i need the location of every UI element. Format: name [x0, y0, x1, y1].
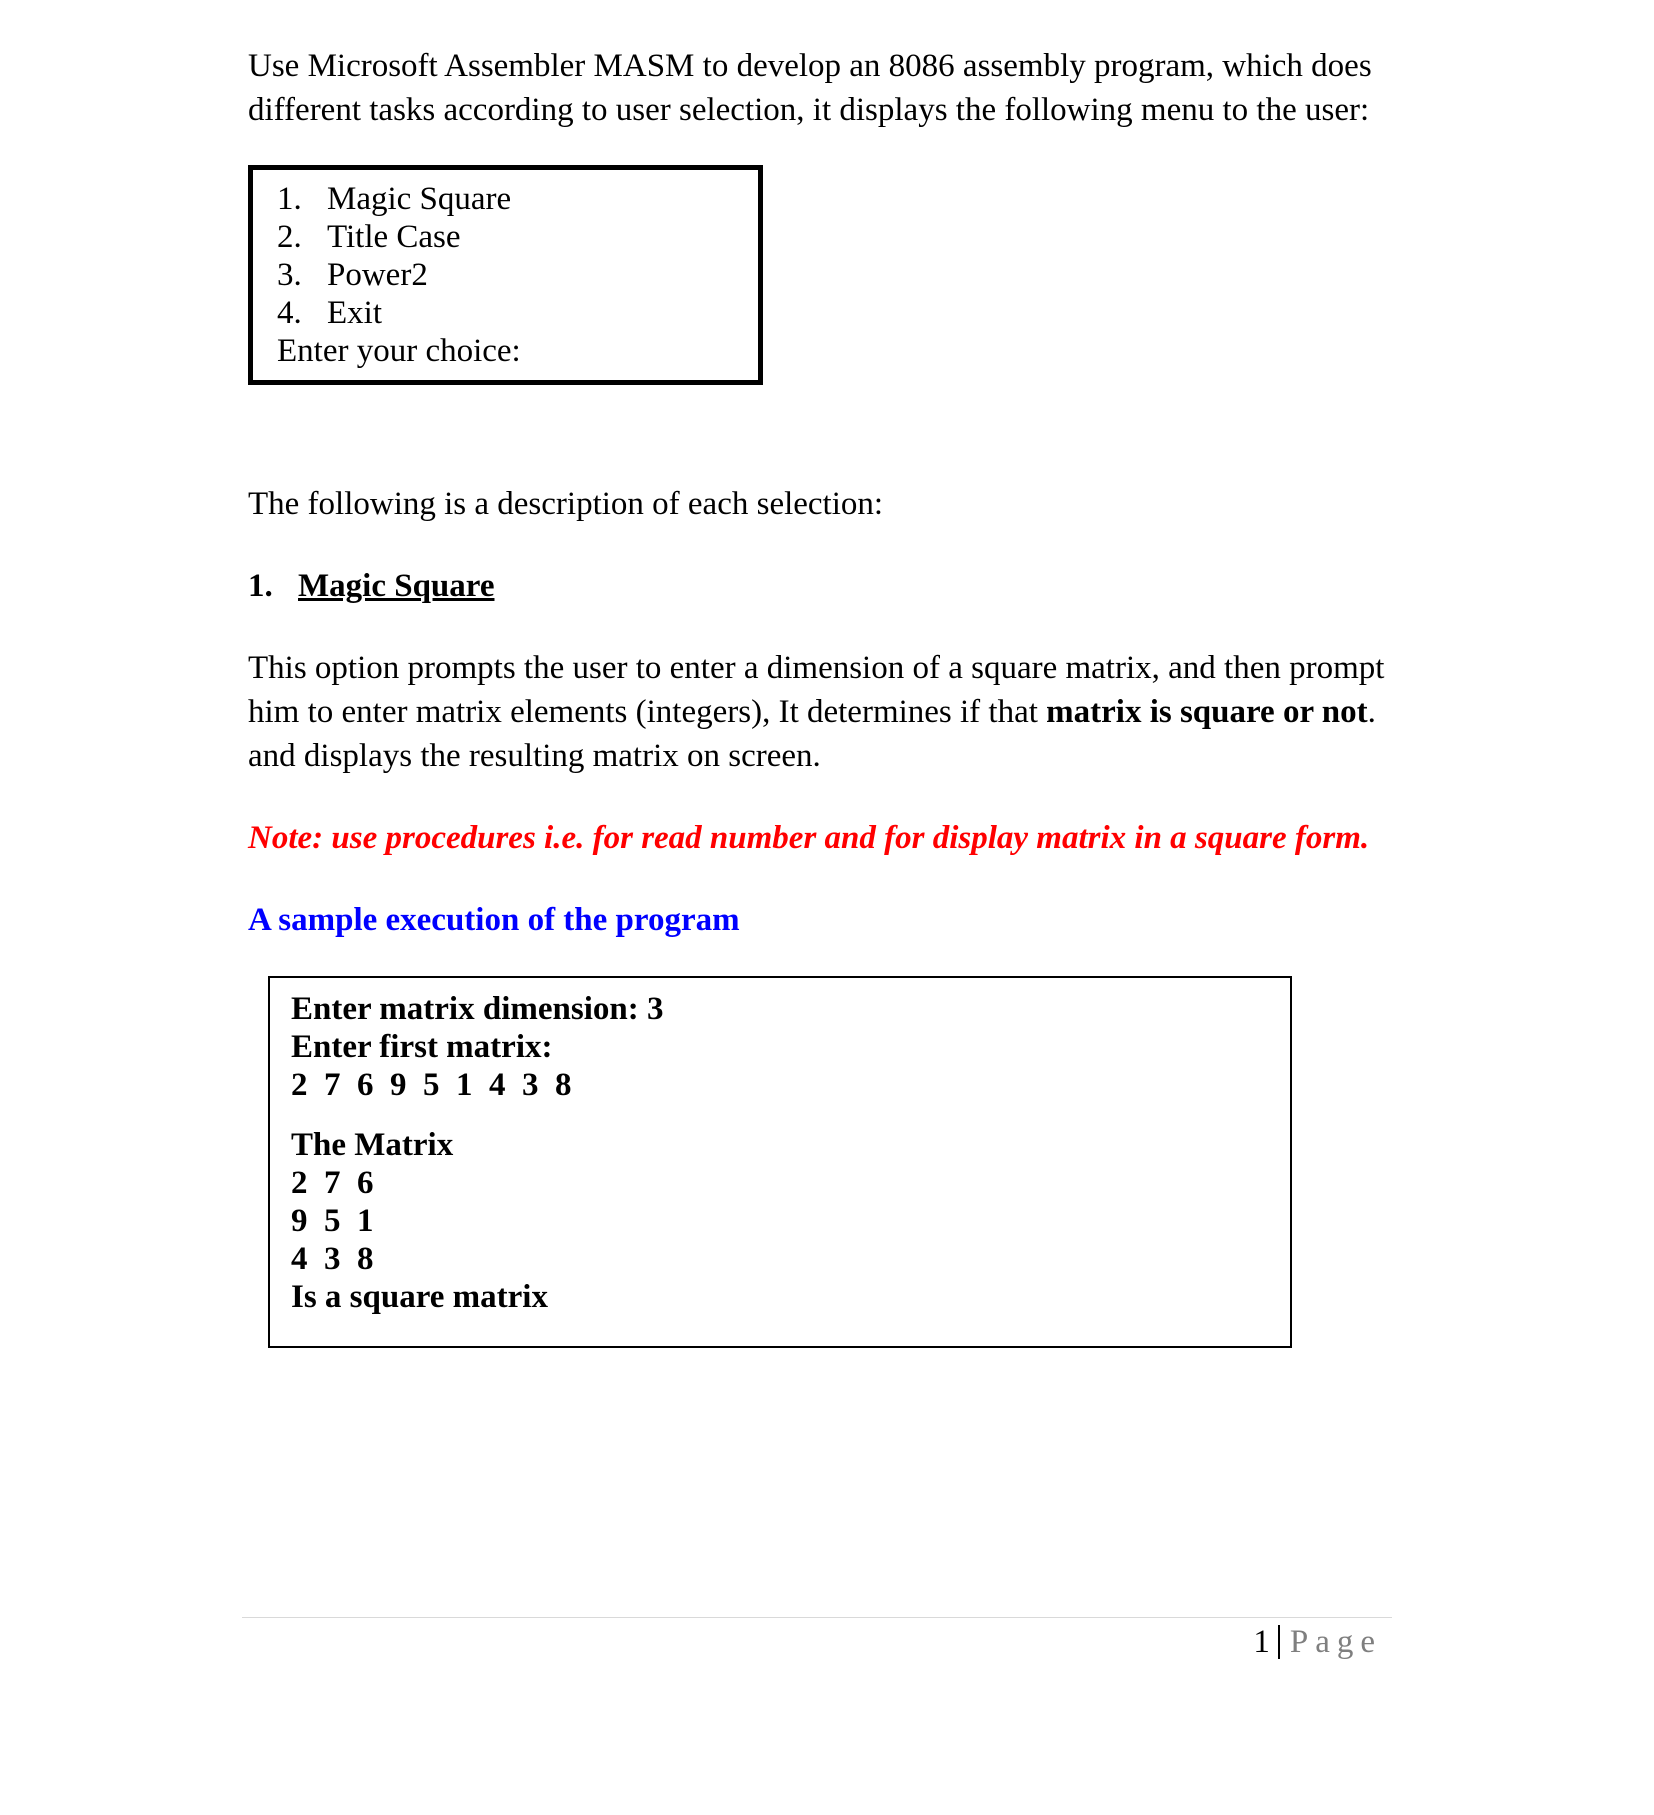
intro-line-2: different tasks according to user selection, it displays the following menu to the user: [248, 92, 1370, 128]
footer-divider [242, 1617, 1392, 1618]
sample-input-values: 2 7 6 9 5 1 4 3 8 [291, 1067, 572, 1103]
section-body-line-3: and displays the resulting matrix on screen. [248, 738, 821, 774]
menu-item-title-case [277, 218, 758, 256]
matrix-row: 2 7 6 [291, 1165, 374, 1201]
menu-item-number: 1. [277, 181, 302, 217]
menu-item-label: Exit [327, 295, 382, 331]
page-number: 1 [1253, 1624, 1270, 1660]
footer-separator [1278, 1625, 1280, 1659]
matrix-row: 4 3 8 [291, 1241, 374, 1277]
sample-heading: A sample execution of the program [248, 902, 740, 938]
section-body-period: . [1367, 694, 1376, 730]
note-text: Note: use procedures i.e. for read number and for display matrix in a square form. [248, 820, 1370, 856]
section-body-text: him to enter matrix elements (integers), It determines if that [248, 694, 1047, 730]
section-body-emphasis: matrix is square or not [1046, 694, 1368, 730]
menu-item-magic-square [277, 180, 758, 218]
sample-result: Is a square matrix [291, 1279, 548, 1315]
section-body-line-1: This option prompts the user to enter a dimension of a square matrix, and then prompt [248, 650, 1385, 686]
sample-matrix-title: The Matrix [291, 1127, 454, 1163]
menu-item-label: Power2 [327, 257, 428, 293]
matrix-row: 9 5 1 [291, 1203, 374, 1239]
page-label: Page [1289, 1624, 1382, 1660]
section-heading-magic-square [248, 564, 494, 608]
menu-item-power2 [277, 256, 758, 294]
section-body-line-2 [248, 690, 1408, 734]
intro-line-1: Use Microsoft Assembler MASM to develop an 8086 assembly program, which does [248, 48, 1372, 84]
menu-prompt: Enter your choice: [277, 333, 521, 369]
intro-paragraph [248, 44, 1408, 132]
section-body [248, 646, 1408, 778]
menu-item-number: 4. [277, 295, 302, 331]
sample-dimension-line: Enter matrix dimension: 3 [291, 991, 664, 1027]
page-footer [1253, 1620, 1382, 1664]
menu-item-label: Title Case [327, 219, 461, 255]
sample-execution-box [268, 976, 1292, 1348]
menu-item-number: 2. [277, 219, 302, 255]
menu-box [248, 165, 763, 385]
sample-first-matrix-line: Enter first matrix: [291, 1029, 553, 1065]
menu-item-label: Magic Square [327, 181, 512, 217]
menu-item-exit [277, 294, 758, 332]
description-intro: The following is a description of each selection: [248, 486, 884, 522]
section-title: Magic Square [298, 568, 495, 604]
section-number: 1. [248, 568, 273, 604]
spacer [291, 1104, 1290, 1126]
menu-item-number: 3. [277, 257, 302, 293]
